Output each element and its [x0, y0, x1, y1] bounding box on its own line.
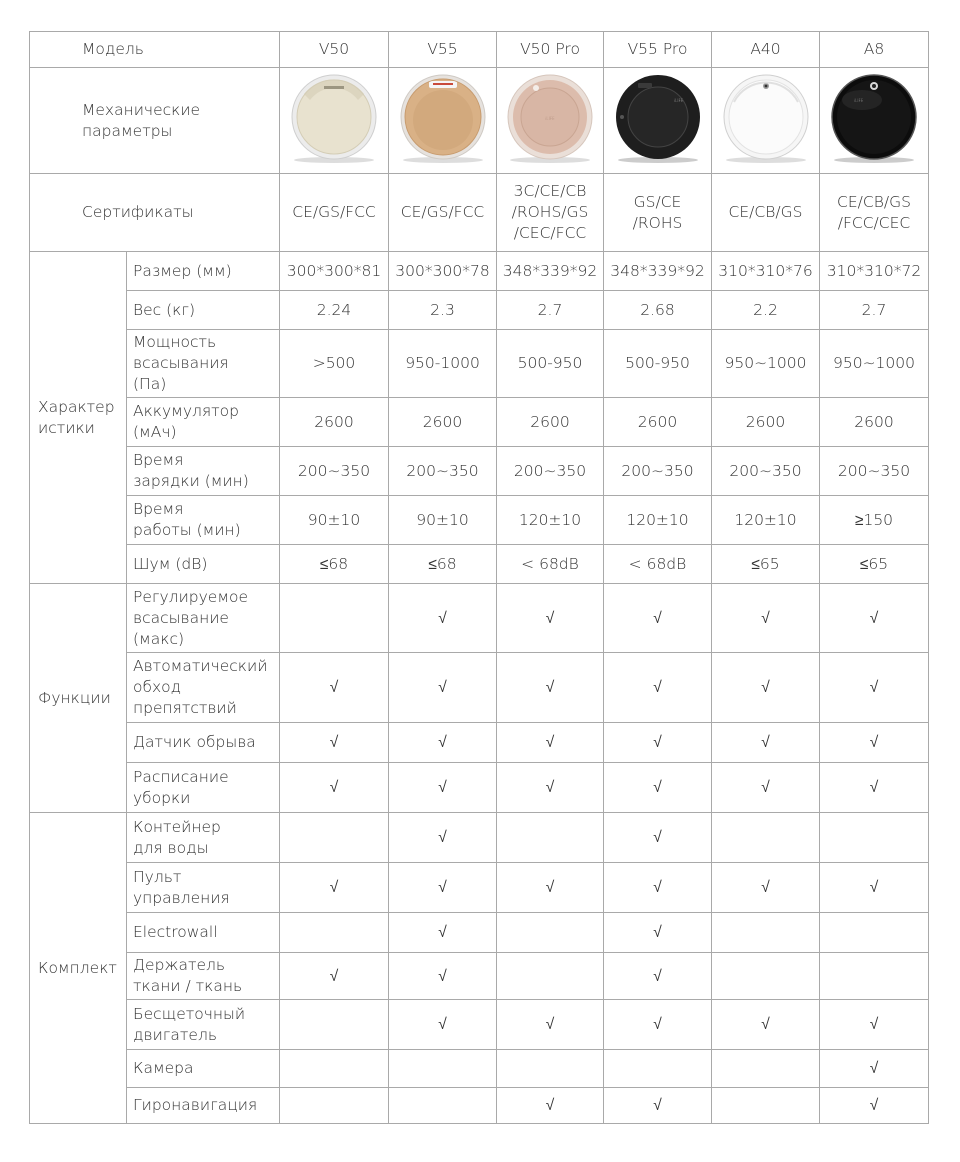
check-mark: √ — [604, 1088, 712, 1124]
spec-value: 950-1000 — [389, 330, 497, 398]
group-functions: Функции — [30, 584, 127, 813]
row-label: Датчик обрыва — [127, 723, 280, 763]
spec-value: 2600 — [604, 398, 712, 447]
model-name: V55 Pro — [604, 32, 712, 68]
check-mark: √ — [389, 653, 497, 723]
check-mark: √ — [497, 1000, 604, 1050]
check-mark: √ — [820, 863, 929, 913]
row-label: Вес (кг) — [127, 291, 280, 330]
certificate-value: CE/CB/GS — [712, 174, 820, 252]
spec-value: 310*310*76 — [712, 252, 820, 291]
model-name: V55 — [389, 32, 497, 68]
spec-value: 200~350 — [389, 447, 497, 496]
model-name: A8 — [820, 32, 929, 68]
spec-value — [280, 1000, 389, 1050]
spec-value: 2600 — [497, 398, 604, 447]
row-label: Автоматический обход препятствий — [127, 653, 280, 723]
spec-value: 300*300*78 — [389, 252, 497, 291]
check-mark: √ — [712, 584, 820, 653]
row-label: Расписание уборки — [127, 763, 280, 813]
robot-v50-icon — [280, 72, 388, 170]
spec-value — [712, 953, 820, 1000]
spec-value: 2600 — [389, 398, 497, 447]
row-label: Electrowall — [127, 913, 280, 953]
spec-value: 300*300*81 — [280, 252, 389, 291]
spec-table — [29, 31, 929, 1124]
spec-value: 200~350 — [820, 447, 929, 496]
spec-value: < 68dB — [497, 545, 604, 584]
robot-image-cell — [280, 68, 389, 174]
characteristics-row — [30, 545, 929, 584]
certificate-value: CE/GS/FCC — [389, 174, 497, 252]
functions-row — [30, 763, 929, 813]
spec-value: 2.2 — [712, 291, 820, 330]
spec-value — [280, 913, 389, 953]
check-mark: √ — [820, 723, 929, 763]
spec-value: 2.3 — [389, 291, 497, 330]
spec-value: 2600 — [712, 398, 820, 447]
spec-value — [280, 813, 389, 863]
spec-value: >500 — [280, 330, 389, 398]
row-label: Бесщеточный двигатель — [127, 1000, 280, 1050]
check-mark: √ — [389, 953, 497, 1000]
row-label: Время зарядки (мин) — [127, 447, 280, 496]
characteristics-row — [30, 330, 929, 398]
spec-value: 2.7 — [820, 291, 929, 330]
spec-value: 2.68 — [604, 291, 712, 330]
spec-value: 500-950 — [604, 330, 712, 398]
spec-value — [712, 813, 820, 863]
check-mark: √ — [604, 723, 712, 763]
check-mark: √ — [389, 584, 497, 653]
check-mark: √ — [604, 1000, 712, 1050]
check-mark: √ — [604, 813, 712, 863]
check-mark: √ — [712, 763, 820, 813]
check-mark: √ — [820, 584, 929, 653]
spec-value: 90±10 — [280, 496, 389, 545]
certificates-row — [30, 174, 929, 252]
spec-value — [820, 913, 929, 953]
spec-value: 120±10 — [712, 496, 820, 545]
spec-value: 500-950 — [497, 330, 604, 398]
group-kit: Комплект — [30, 813, 127, 1124]
spec-value — [820, 813, 929, 863]
mechanical-row — [30, 68, 929, 174]
check-mark: √ — [497, 653, 604, 723]
spec-value: ≤65 — [712, 545, 820, 584]
certificates-label: Сертификаты — [30, 174, 280, 252]
check-mark: √ — [820, 1000, 929, 1050]
row-label: Мощность всасывания (Па) — [127, 330, 280, 398]
group-characteristics: Характер истики — [30, 252, 127, 584]
row-label: Размер (мм) — [127, 252, 280, 291]
check-mark: √ — [280, 763, 389, 813]
check-mark: √ — [712, 723, 820, 763]
spec-value — [389, 1088, 497, 1124]
certificate-value: 3C/CE/CB /ROHS/GS /CEC/FCC — [497, 174, 604, 252]
row-label: Аккумулятор (мАч) — [127, 398, 280, 447]
check-mark: √ — [712, 863, 820, 913]
characteristics-row — [30, 447, 929, 496]
kit-row — [30, 1000, 929, 1050]
row-label: Шум (dB) — [127, 545, 280, 584]
row-label: Держатель ткани / ткань — [127, 953, 280, 1000]
spec-value — [820, 953, 929, 1000]
spec-value: 348*339*92 — [497, 252, 604, 291]
spec-value — [497, 913, 604, 953]
characteristics-row — [30, 291, 929, 330]
spec-value — [280, 584, 389, 653]
check-mark: √ — [497, 723, 604, 763]
robot-v55-icon — [389, 72, 496, 170]
check-mark: √ — [389, 863, 497, 913]
check-mark: √ — [820, 653, 929, 723]
robot-image-cell — [820, 68, 929, 174]
check-mark: √ — [604, 763, 712, 813]
spec-value: 200~350 — [712, 447, 820, 496]
row-label: Гиронавигация — [127, 1088, 280, 1124]
row-label: Пульт управления — [127, 863, 280, 913]
spec-value — [389, 1050, 497, 1088]
check-mark: √ — [389, 763, 497, 813]
spec-value: 348*339*92 — [604, 252, 712, 291]
model-name: V50 Pro — [497, 32, 604, 68]
functions-row — [30, 653, 929, 723]
svg-text:iLIFE: iLIFE — [673, 97, 683, 103]
spec-value — [497, 953, 604, 1000]
mechanical-label: Механические параметры — [30, 68, 280, 174]
model-name: A40 — [712, 32, 820, 68]
kit-row — [30, 913, 929, 953]
kit-row — [30, 953, 929, 1000]
spec-value: 200~350 — [280, 447, 389, 496]
certificate-value: CE/CB/GS /FCC/CEC — [820, 174, 929, 252]
spec-value: < 68dB — [604, 545, 712, 584]
check-mark: √ — [389, 913, 497, 953]
robot-a8-icon — [820, 72, 928, 170]
check-mark: √ — [497, 1088, 604, 1124]
spec-value — [497, 813, 604, 863]
check-mark: √ — [604, 953, 712, 1000]
check-mark: √ — [820, 1088, 929, 1124]
spec-value — [712, 1050, 820, 1088]
spec-value — [604, 1050, 712, 1088]
spec-value: ≤68 — [389, 545, 497, 584]
check-mark: √ — [389, 723, 497, 763]
robot-a40-icon — [712, 72, 819, 170]
robot-image-cell — [389, 68, 497, 174]
check-mark: √ — [280, 953, 389, 1000]
check-mark: √ — [820, 763, 929, 813]
spec-value: 950~1000 — [712, 330, 820, 398]
spec-value: 200~350 — [604, 447, 712, 496]
characteristics-row — [30, 252, 929, 291]
robot-v50pro-icon — [497, 72, 603, 170]
spec-value: 120±10 — [604, 496, 712, 545]
model-header: Модель — [30, 32, 280, 68]
check-mark: √ — [497, 584, 604, 653]
spec-value: 2600 — [280, 398, 389, 447]
certificate-value: CE/GS/FCC — [280, 174, 389, 252]
spec-value — [712, 1088, 820, 1124]
spec-value: 950~1000 — [820, 330, 929, 398]
functions-row — [30, 584, 929, 653]
spec-value: 2600 — [820, 398, 929, 447]
spec-value — [280, 1088, 389, 1124]
spec-value: 2.24 — [280, 291, 389, 330]
check-mark: √ — [604, 913, 712, 953]
check-mark: √ — [389, 1000, 497, 1050]
row-label: Регулируемое всасывание (макс) — [127, 584, 280, 653]
characteristics-row — [30, 398, 929, 447]
spec-value: 120±10 — [497, 496, 604, 545]
spec-value — [280, 1050, 389, 1088]
check-mark: √ — [280, 863, 389, 913]
check-mark: √ — [389, 813, 497, 863]
check-mark: √ — [497, 763, 604, 813]
check-mark: √ — [712, 1000, 820, 1050]
check-mark: √ — [712, 653, 820, 723]
spec-value — [712, 913, 820, 953]
check-mark: √ — [604, 584, 712, 653]
robot-image-cell — [604, 68, 712, 174]
spec-value: ≥150 — [820, 496, 929, 545]
spec-value: 90±10 — [389, 496, 497, 545]
row-label: Контейнер для воды — [127, 813, 280, 863]
svg-text:iLIFE: iLIFE — [854, 97, 864, 103]
robot-image-cell — [497, 68, 604, 174]
row-label: Камера — [127, 1050, 280, 1088]
functions-row — [30, 723, 929, 763]
check-mark: √ — [604, 653, 712, 723]
kit-row — [30, 813, 929, 863]
spec-value: 2.7 — [497, 291, 604, 330]
robot-v55pro-icon — [604, 72, 711, 170]
row-label: Время работы (мин) — [127, 496, 280, 545]
spec-value: 200~350 — [497, 447, 604, 496]
characteristics-row — [30, 496, 929, 545]
model-name: V50 — [280, 32, 389, 68]
check-mark: √ — [497, 863, 604, 913]
check-mark: √ — [604, 863, 712, 913]
kit-row — [30, 863, 929, 913]
header-row — [30, 32, 929, 68]
robot-image-cell — [712, 68, 820, 174]
spec-value: ≤65 — [820, 545, 929, 584]
check-mark: √ — [820, 1050, 929, 1088]
spec-value: ≤68 — [280, 545, 389, 584]
spec-value — [497, 1050, 604, 1088]
check-mark: √ — [280, 723, 389, 763]
kit-row — [30, 1088, 929, 1124]
check-mark: √ — [280, 653, 389, 723]
certificate-value: GS/CE /ROHS — [604, 174, 712, 252]
kit-row — [30, 1050, 929, 1088]
spec-value: 310*310*72 — [820, 252, 929, 291]
svg-text:iLIFE: iLIFE — [545, 115, 555, 121]
